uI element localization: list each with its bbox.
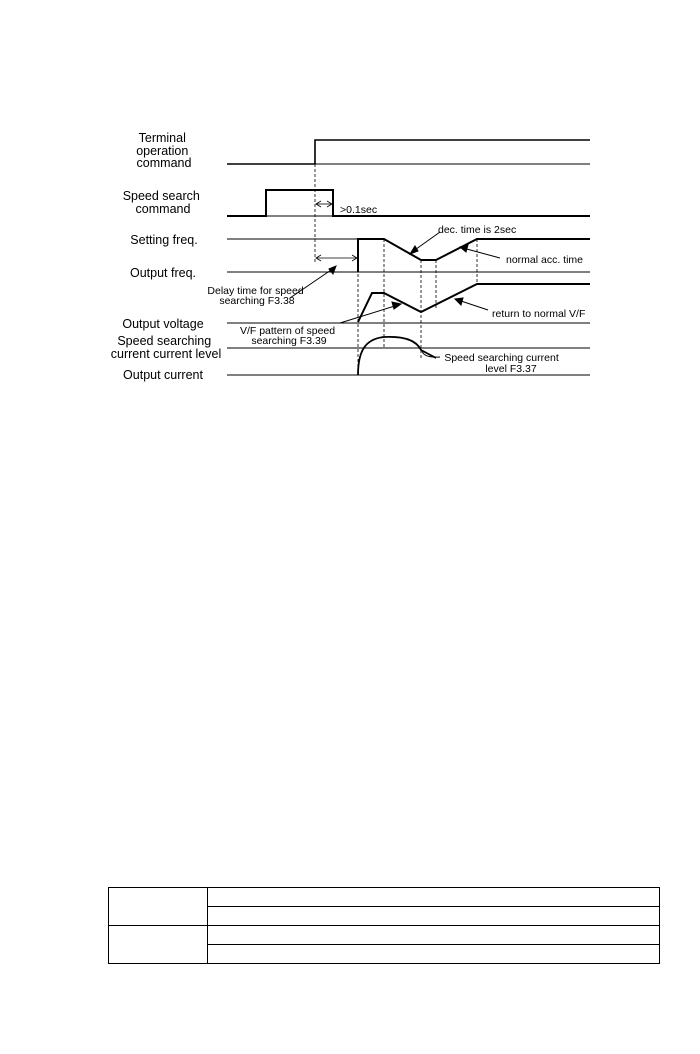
leader-vf-pattern-head xyxy=(392,302,401,309)
leader-vf-pattern xyxy=(340,305,398,323)
label-output-freq: Output freq. xyxy=(129,266,197,280)
annotation-min-time: >0.1sec xyxy=(340,204,378,216)
table-cell xyxy=(208,888,660,907)
leader-acc-time xyxy=(463,248,500,258)
wave-terminal-command xyxy=(227,140,590,164)
annotation-acc-time: normal acc. time xyxy=(506,254,584,266)
wave-speed-search-command xyxy=(227,190,590,216)
speed-search-timing-diagram xyxy=(0,0,700,400)
label-speed-search-command: Speed search command xyxy=(122,189,200,216)
wave-output-current xyxy=(358,337,436,375)
table-row xyxy=(109,926,660,945)
annotation-search-current: Speed searching current level F3.37 xyxy=(444,352,559,375)
label-speed-searching-current-level: Speed searching current current level xyxy=(110,334,222,361)
annotations xyxy=(207,204,585,375)
annotation-vf-pattern: V/F pattern of speed searching F3.39 xyxy=(239,325,336,347)
table-cell xyxy=(208,926,660,945)
table-cell xyxy=(109,926,208,964)
leader-return-vf-head xyxy=(455,298,463,305)
parameter-table xyxy=(108,887,660,964)
annotation-return-vf: return to normal V/F xyxy=(492,308,586,320)
table-cell xyxy=(109,888,208,926)
label-output-current: Output current xyxy=(123,368,203,382)
label-terminal-operation-command: Terminal operation command xyxy=(136,131,192,170)
annotation-delay-time: Delay time for speed searching F3.38 xyxy=(207,285,304,307)
table-cell xyxy=(208,945,660,964)
time-markers xyxy=(315,164,477,375)
table-cell xyxy=(208,907,660,926)
label-setting-freq: Setting freq. xyxy=(130,233,198,247)
leader-dec-time-head xyxy=(410,246,418,254)
leader-delay-time-head xyxy=(329,266,336,274)
label-output-voltage: Output voltage xyxy=(122,317,204,331)
table-row xyxy=(109,888,660,907)
row-labels xyxy=(111,131,221,382)
annotation-dec-time: dec. time is 2sec xyxy=(438,224,517,236)
